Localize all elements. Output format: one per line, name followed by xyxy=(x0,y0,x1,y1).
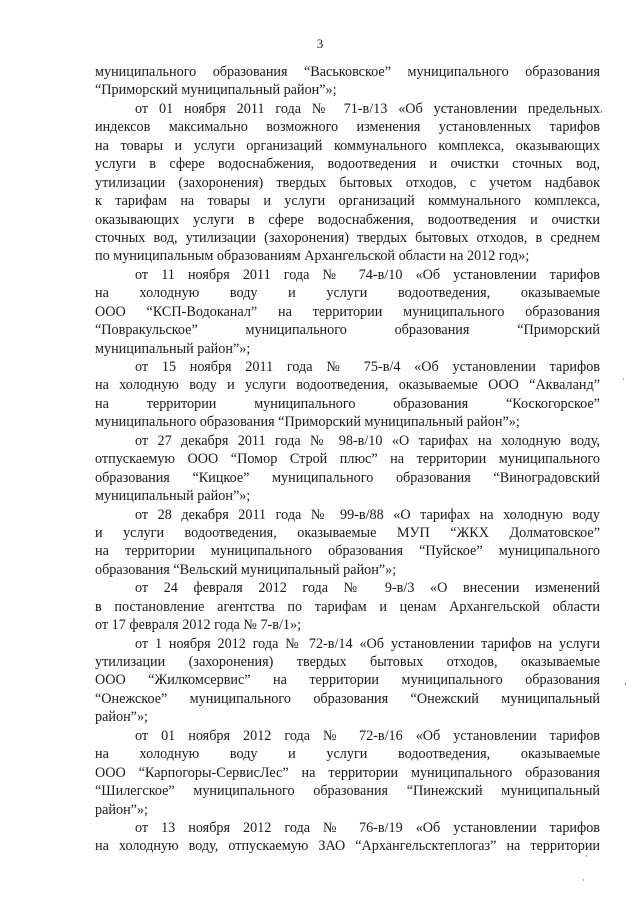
scan-speck: · xyxy=(622,375,625,385)
text-line: от 28 декабря 2011 года № 99-в/88 «О тарифах на холодную воду xyxy=(135,506,600,523)
scan-speck: ' xyxy=(624,682,627,692)
text-line: отпускаемую ООО “Помор Строй плюс” на территории муниципального xyxy=(95,451,600,468)
text-line: на холодную воду, отпускаемую ЗАО “Архангельсктеплогаз” на территории xyxy=(95,838,600,855)
text-line: сточных вод, утилизации (захоронения) твердых бытовых отходов, в среднем xyxy=(95,229,600,246)
text-line: “Повракульское” муниципального образования “Приморский xyxy=(95,322,600,339)
scan-speck: , xyxy=(600,105,603,115)
text-line: “Приморский муниципальный район”»; xyxy=(95,82,337,99)
text-line: муниципального образования “Приморский муниципальный район”»; xyxy=(95,414,520,431)
text-line: в постановление агентства по тарифам и ценам Архангельской области xyxy=(95,598,600,615)
text-line: от 15 ноября 2011 года № 75-в/4 «Об установлении тарифов xyxy=(135,359,600,375)
text-line: на территории муниципального образования “Пуйское” муниципального xyxy=(95,543,600,560)
text-line: ООО “КСП-Водоканал” на территории муниципального образования xyxy=(95,303,600,320)
text-line: муниципальный район”»; xyxy=(95,340,251,357)
text-line: от 24 февраля 2012 года № 9-в/3 «О внесении изменений xyxy=(135,580,600,597)
text-line: от 1 ноября 2012 года № 72-в/14 «Об установлении тарифов на услуги xyxy=(135,635,600,652)
text-line: утилизации (захоронения) твердых бытовых отходов, с учетом надбавок xyxy=(95,174,600,191)
text-line: на территории муниципального образования “Коскогорское” xyxy=(95,395,600,412)
text-line: оказывающих услуги в сфере водоснабжения, водоотведения и очистки xyxy=(95,211,600,228)
text-line: на товары и услуги организаций коммунального комплекса, оказывающих xyxy=(95,137,600,154)
text-line: услуги в сфере водоснабжения, водоотведения и очистки сточных вод, xyxy=(95,156,600,173)
page-number: 3 xyxy=(316,36,324,51)
text-line: утилизации (захоронения) твердых бытовых отходов, оказываемые xyxy=(95,654,600,670)
text-line: на холодную воду и услуги водоотведения, оказываемые xyxy=(95,746,600,763)
text-line: район”»; xyxy=(95,709,149,726)
text-line: на холодную воду и услуги водоотведения, оказываемые xyxy=(95,285,600,302)
text-line: муниципального образования “Васьковское” муниципального образования xyxy=(95,64,600,80)
text-line: от 27 декабря 2011 года № 98-в/10 «О тарифах на холодную воду, xyxy=(135,432,600,449)
text-line: от 01 ноября 2012 года № 72-в/16 «Об установлении тарифов xyxy=(135,727,600,744)
text-line: муниципальный район”»; xyxy=(95,488,251,505)
text-line: от 11 ноября 2011 года № 74-в/10 «Об установлении тарифов xyxy=(135,266,600,283)
text-line: от 13 ноября 2012 года № 76-в/19 «Об установлении тарифов xyxy=(135,819,600,836)
text-line: “Шилегское” муниципального образования “Пинежский муниципальный xyxy=(95,783,600,800)
text-line: и услуги водоотведения, оказываемые МУП “ЖКХ Долматовское” xyxy=(95,524,600,541)
text-line: образования “Вельский муниципальный район”»; xyxy=(95,561,397,578)
text-line: на холодную воду и услуги водоотведения, оказываемые ООО “Акваланд” xyxy=(95,377,600,394)
text-line: ООО “Карпогоры-СервисЛес” на территории муниципального образования xyxy=(95,764,600,781)
text-line: индексов максимально возможного изменения установленных тарифов xyxy=(95,119,600,136)
text-line: образования “Кицкое” муниципального образования “Виноградовский xyxy=(95,469,600,486)
scan-speck: · xyxy=(585,852,588,862)
text-line: от 17 февраля 2012 года № 7-в/1»; xyxy=(95,617,302,634)
text-line: район”»; xyxy=(95,801,149,818)
scan-speck: · xyxy=(582,876,585,886)
text-line: по муниципальным образованиям Архангельской области на 2012 год»; xyxy=(95,248,530,265)
document-body xyxy=(95,63,600,856)
text-line: от 01 ноября 2011 года № 71-в/13 «Об установлении предельных xyxy=(135,100,600,117)
text-line: “Онежское” муниципального образования “Онежский муниципальный xyxy=(95,690,600,707)
text-line: к тарифам на товары и услуги организаций коммунального комплекса, xyxy=(95,193,600,210)
text-line: ООО “Жилкомсервис” на территории муниципального образования xyxy=(95,672,600,689)
